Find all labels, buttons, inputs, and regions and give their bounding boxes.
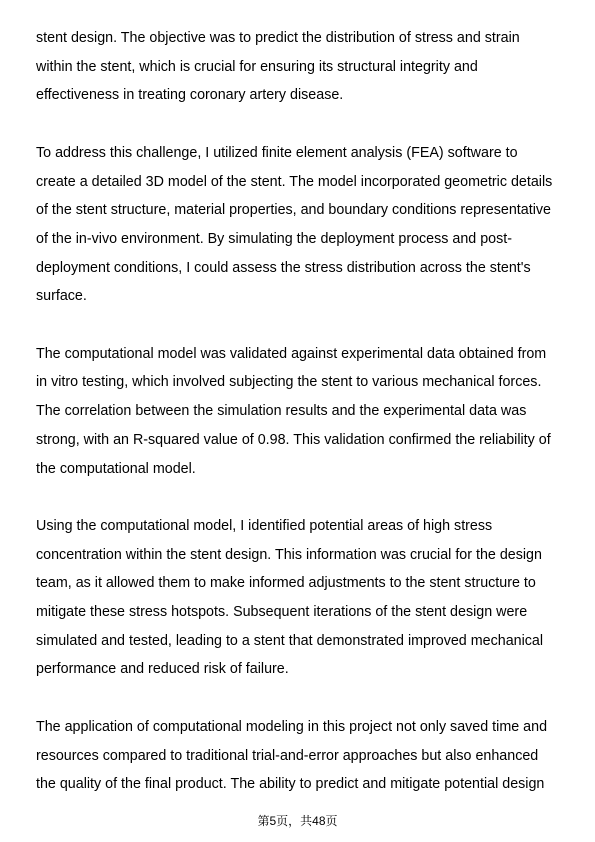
text-line: create a detailed 3D model of the stent. The model incorporated geometric details — [36, 173, 553, 190]
paragraph — [36, 512, 566, 684]
text-line: The correlation between the simulation results and the experimental data was — [36, 403, 527, 420]
text-line: resources compared to traditional trial-and-error approaches but also enhanced — [36, 747, 539, 764]
text-line: simulated and tested, leading to a stent that demonstrated improved mechanical — [36, 632, 544, 649]
text-line: mitigate these stress hotspots. Subsequent iterations of the stent design were — [36, 604, 528, 621]
text-line: Using the computational model, I identified potential areas of high stress — [36, 517, 493, 534]
text-line: within the stent, which is crucial for ensuring its structural integrity and — [36, 58, 478, 75]
text-line: the quality of the final product. The ability to predict and mitigate potential design — [36, 776, 545, 793]
text-line: team, as it allowed them to make informed adjustments to the stent structure to — [36, 575, 536, 592]
text-line: deployment conditions, I could assess the stress distribution across the stent's — [36, 259, 531, 276]
text-line: concentration within the stent design. This information was crucial for the design — [36, 546, 542, 563]
text-line: effectiveness in treating coronary artery disease. — [36, 87, 344, 104]
paragraph — [36, 139, 566, 311]
text-line: of the stent structure, material properties, and boundary conditions representative — [36, 202, 551, 219]
text-line: To address this challenge, I utilized finite element analysis (FEA) software to — [36, 144, 518, 161]
text-line: The application of computational modeling in this project not only saved time and — [36, 718, 548, 735]
text-line: strong, with an R-squared value of 0.98. This validation confirmed the reliability of — [36, 431, 551, 448]
text-line: the computational model. — [36, 460, 196, 477]
text-line: of the in-vivo environment. By simulating the deployment process and post- — [36, 230, 513, 247]
page-body — [36, 24, 566, 828]
text-line: The computational model was validated against experimental data obtained from — [36, 345, 547, 362]
text-line: surface. — [36, 288, 87, 305]
text-line: stent design. The objective was to predict the distribution of stress and strain — [36, 30, 520, 46]
paragraph — [36, 24, 566, 110]
text-line: performance and reduced risk of failure. — [36, 661, 289, 678]
page-number-footer: 第5页，共48页 — [257, 814, 338, 828]
paragraph — [36, 713, 566, 799]
paragraph — [36, 340, 566, 484]
text-line: in vitro testing, which involved subjecting the stent to various mechanical forces. — [36, 374, 542, 391]
